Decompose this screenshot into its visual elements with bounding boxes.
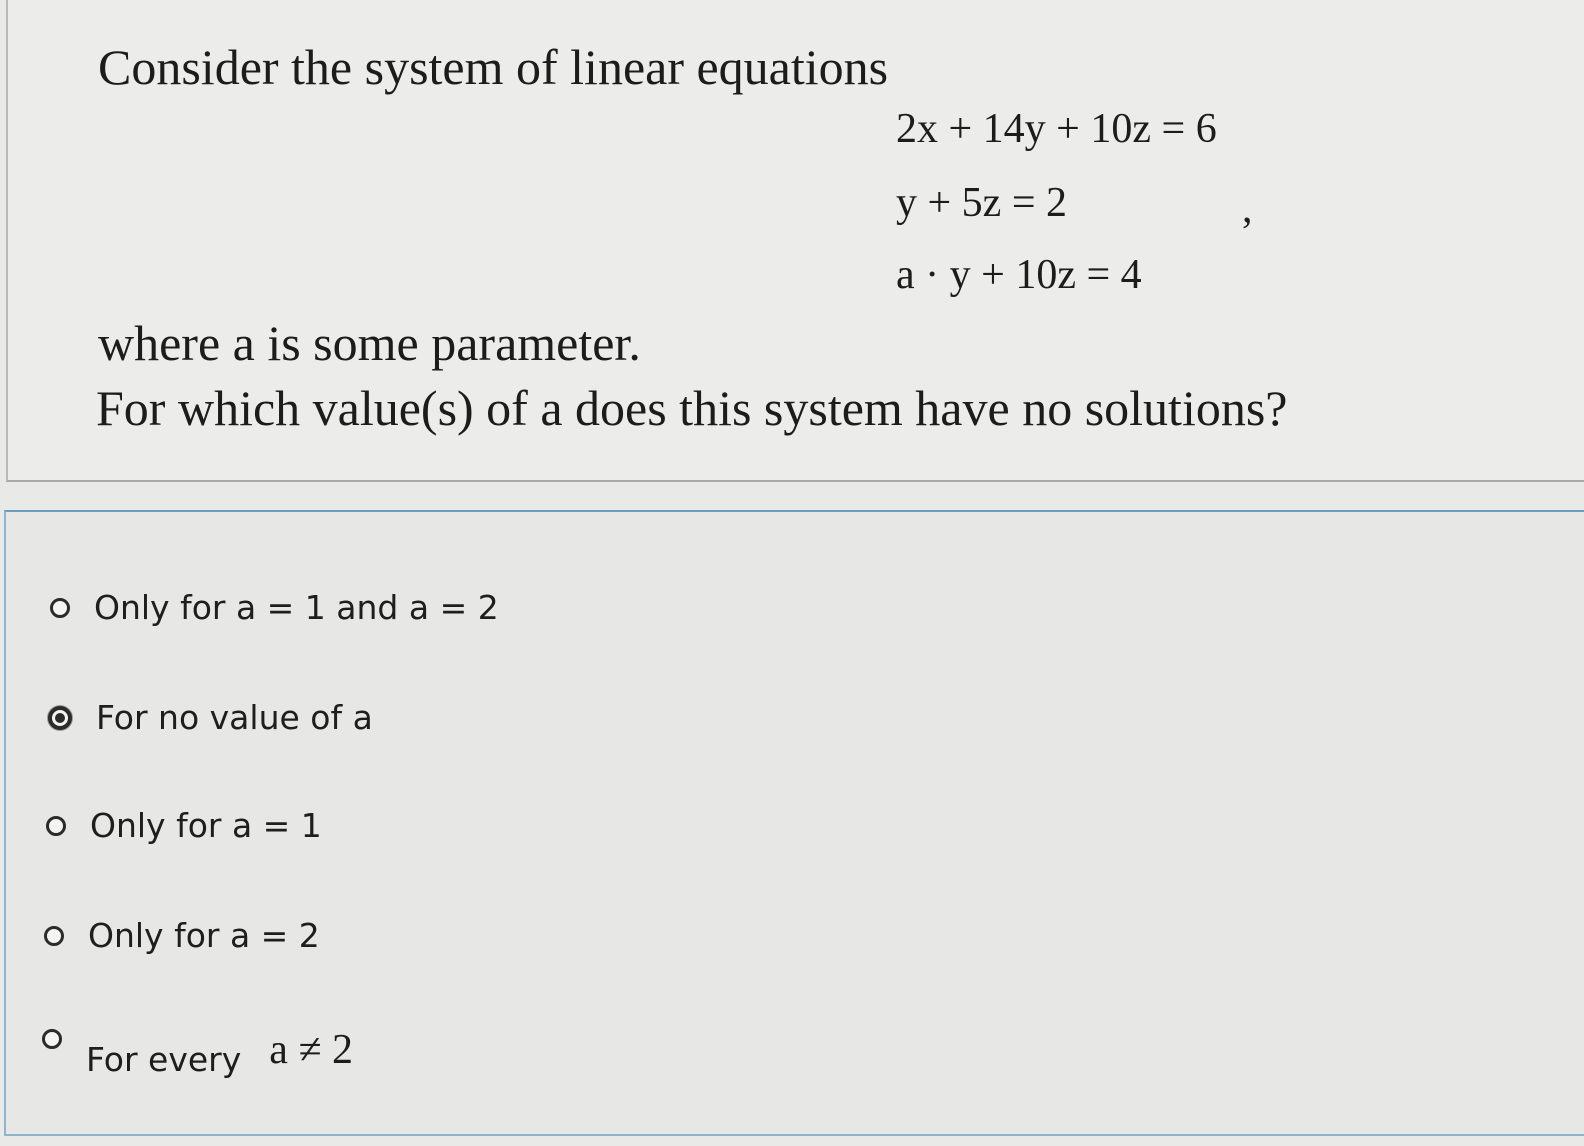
equation-3-text: a · y + 10z = 4 xyxy=(896,252,1142,298)
equation-1 xyxy=(896,108,1217,150)
answer-option-1[interactable] xyxy=(50,588,499,627)
equation-1-text: 2x + 14y + 10z = 6 xyxy=(896,106,1217,152)
answer-option-4[interactable] xyxy=(44,916,320,955)
question-panel xyxy=(6,0,1584,482)
answer-options-panel xyxy=(4,510,1584,1136)
answer-option-3[interactable] xyxy=(46,806,322,845)
radio-button[interactable] xyxy=(42,1029,62,1049)
question-where-text: where a is some parameter. xyxy=(98,315,641,371)
answer-option-5-math: a ≠ 2 xyxy=(269,1026,353,1073)
answer-option-2-label: For no value of a xyxy=(96,698,373,737)
answer-option-5[interactable] xyxy=(42,1020,353,1079)
equation-2-text: y + 5z = 2 xyxy=(896,180,1068,226)
radio-button-selected[interactable] xyxy=(48,706,72,730)
equation-3 xyxy=(896,254,1142,296)
radio-button[interactable] xyxy=(46,816,66,836)
radio-button[interactable] xyxy=(50,598,70,618)
question-prompt: For which value(s) of a does this system have no solutions? xyxy=(96,380,1288,436)
equation-separator: , xyxy=(1242,186,1253,232)
answer-option-2[interactable] xyxy=(48,698,373,737)
equation-2 xyxy=(896,182,1067,224)
answer-option-4-label: Only for a = 2 xyxy=(88,916,320,955)
answer-option-3-label: Only for a = 1 xyxy=(90,806,322,845)
answer-option-5-label: For every xyxy=(86,1040,242,1079)
radio-button[interactable] xyxy=(44,926,64,946)
answer-option-1-label: Only for a = 1 and a = 2 xyxy=(94,588,499,627)
question-intro: Consider the system of linear equations xyxy=(98,39,889,95)
